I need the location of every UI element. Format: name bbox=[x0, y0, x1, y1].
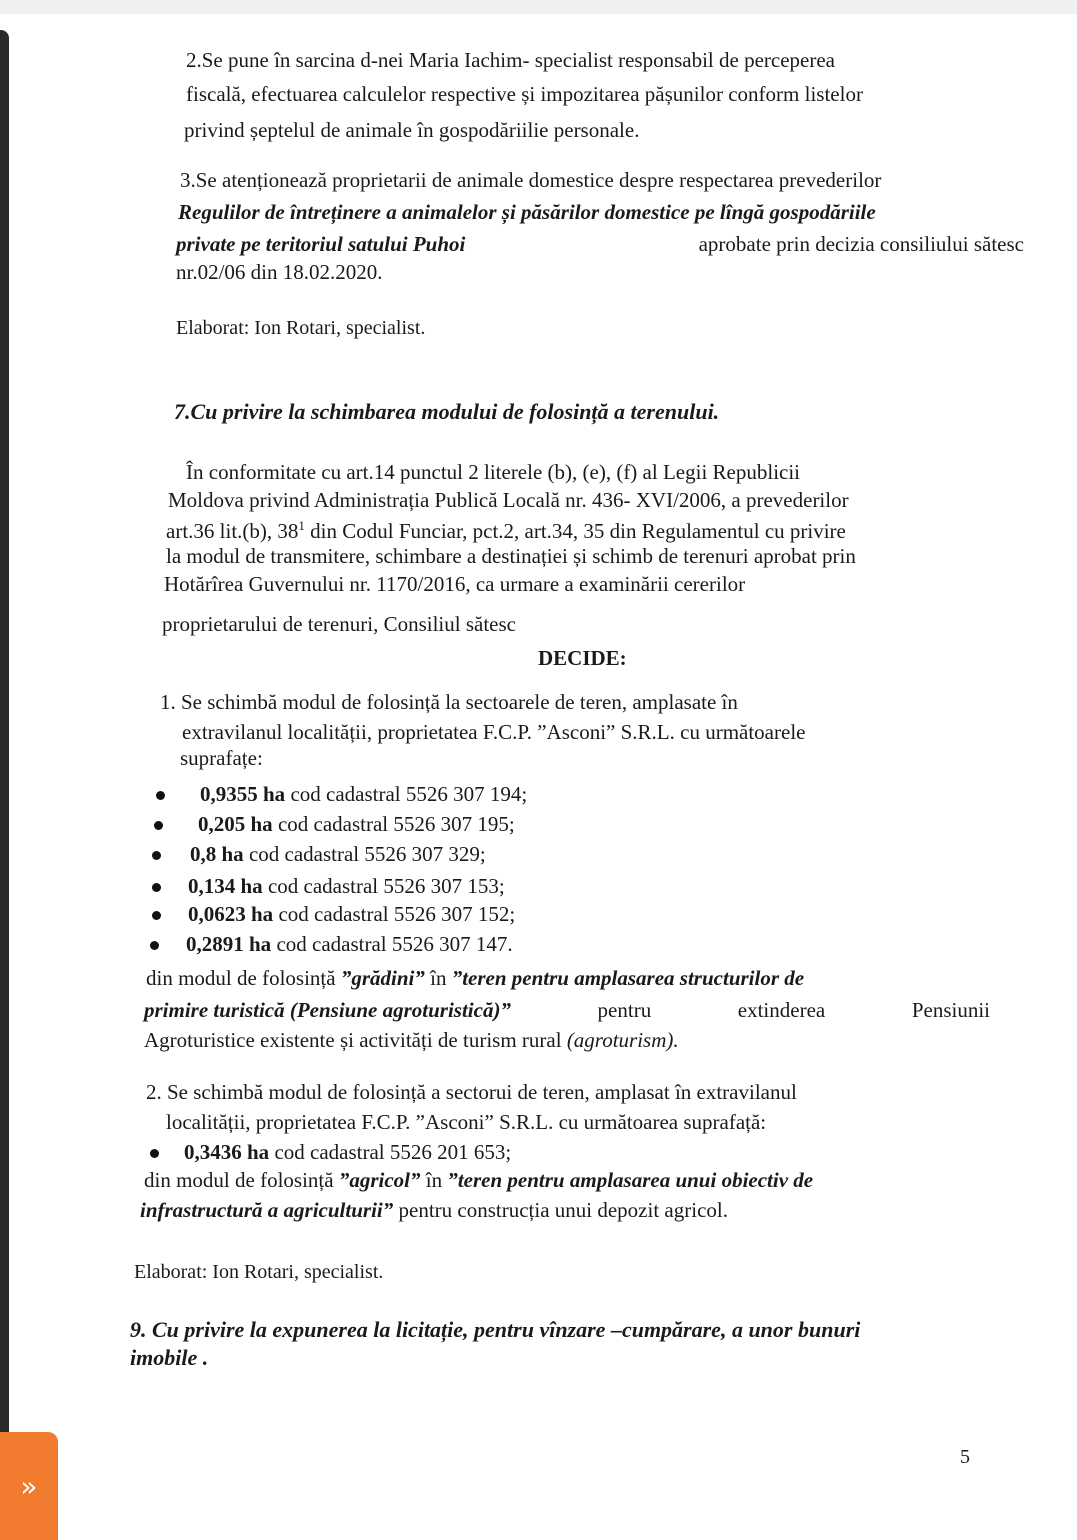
double-chevron-right-icon: » bbox=[20, 1469, 38, 1503]
after1-line1 bbox=[146, 966, 804, 990]
section-9-line2: imobile . bbox=[130, 1345, 209, 1370]
bullet-icon bbox=[156, 791, 165, 800]
after2-l1b: ”agricol” bbox=[338, 1168, 421, 1192]
parcel-cadastral: cod cadastral 5526 307 195; bbox=[272, 812, 515, 836]
intro-line3-sup: 1 bbox=[298, 518, 305, 533]
expand-button[interactable] bbox=[0, 1432, 58, 1540]
item1-line1: 1. Se schimbă modul de folosință la sectoarele de teren, amplasate în bbox=[160, 690, 738, 714]
after1-l2a: primire turistică (Pensiune agroturistică)” bbox=[144, 998, 511, 1022]
section-9-line1: 9. Cu privire la expunerea la licitație, pentru vînzare –cumpărare, a unor bunuri bbox=[130, 1317, 861, 1342]
parcel-item bbox=[186, 932, 513, 956]
parcel-area: 0,205 ha bbox=[198, 812, 273, 836]
parcel-area: 0,8 ha bbox=[190, 842, 244, 866]
after1-l2d: Pensiunii bbox=[911, 998, 990, 1022]
parcel-item bbox=[190, 842, 486, 866]
after2-l1c: în bbox=[420, 1168, 448, 1192]
after1-l1c: în bbox=[424, 966, 452, 990]
parcel-area: 0,0623 ha bbox=[188, 902, 274, 926]
intro-line4: la modul de transmitere, schimbare a destinației și schimb de terenuri aprobat prin bbox=[166, 544, 856, 568]
bullet-icon bbox=[152, 883, 161, 892]
parcel-cadastral: cod cadastral 5526 307 329; bbox=[243, 842, 486, 866]
item2-line1: 2. Se schimbă modul de folosință a sectorui de teren, amplasat în extravilanul bbox=[146, 1080, 797, 1104]
intro-line3-a: art.36 lit.(b), 38 bbox=[166, 519, 299, 543]
parcel-cadastral: cod cadastral 5526 307 147. bbox=[271, 932, 513, 956]
after1-l1d: ”teren pentru amplasarea structurilor de bbox=[451, 966, 805, 990]
p3-line4: nr.02/06 din 18.02.2020. bbox=[176, 260, 383, 284]
parcel-item bbox=[198, 812, 515, 836]
parcel-cadastral: cod cadastral 5526 307 152; bbox=[273, 902, 516, 926]
after1-l1a: din modul de folosință bbox=[146, 966, 341, 990]
intro-line2: Moldova privind Administrația Publică Locală nr. 436- XVI/2006, a prevederilor bbox=[168, 488, 849, 512]
after2-l2a: infrastructură a agriculturii” bbox=[140, 1198, 394, 1222]
after2-l1d: ”teren pentru amplasarea unui obiectiv de bbox=[447, 1168, 814, 1192]
p2-line2: fiscală, efectuarea calculelor respective și impozitarea pășunilor conform listelor bbox=[186, 82, 863, 106]
section-7-title: 7.Cu privire la schimbarea modului de folosință a terenului. bbox=[174, 399, 720, 424]
intro-line1: În conformitate cu art.14 punctul 2 literele (b), (e), (f) al Legii Republicii bbox=[186, 460, 801, 484]
after2-line2 bbox=[140, 1198, 728, 1222]
parcel-area: 0,9355 ha bbox=[200, 782, 286, 806]
page-number: 5 bbox=[960, 1446, 970, 1468]
parcel-cadastral: cod cadastral 5526 307 194; bbox=[285, 782, 528, 806]
after1-l3a: Agroturistice existente și activități de turism rural bbox=[144, 1028, 567, 1052]
elaborat-1: Elaborat: Ion Rotari, specialist. bbox=[176, 317, 426, 339]
intro-line5 bbox=[164, 572, 1010, 596]
parcel-item bbox=[188, 874, 505, 898]
item1-line2: extravilanul localității, proprietatea F.C.P. ”Asconi” S.R.L. cu următoarele bbox=[182, 720, 806, 744]
p2-line3: privind șeptelul de animale în gospodăriilie personale. bbox=[184, 118, 640, 142]
bullet-icon bbox=[150, 1149, 159, 1158]
parcel-item bbox=[184, 1140, 511, 1164]
p3-line3-rest: aprobate prin decizia consiliului sătesc bbox=[698, 232, 1024, 256]
after2-l2b: pentru construcția unui depozit agricol. bbox=[393, 1198, 728, 1222]
after1-line2 bbox=[144, 998, 990, 1022]
intro-line3 bbox=[166, 514, 846, 543]
after1-l3b: (agroturism). bbox=[566, 1028, 679, 1052]
bullet-icon bbox=[154, 821, 163, 830]
parcel-area: 0,2891 ha bbox=[186, 932, 272, 956]
intro-line3-b: din Codul Funciar, pct.2, art.34, 35 din Regulamentul cu privire bbox=[304, 519, 846, 543]
after1-l2b: pentru bbox=[597, 998, 652, 1022]
p3-line3-italic: private pe teritoriul satului Puhoi bbox=[176, 232, 466, 256]
item2-line2: localității, proprietatea F.C.P. ”Asconi” S.R.L. cu următoarea suprafață: bbox=[166, 1110, 767, 1134]
elaborat-2: Elaborat: Ion Rotari, specialist. bbox=[134, 1261, 384, 1283]
parcel-area: 0,3436 ha bbox=[184, 1140, 270, 1164]
parcel-item bbox=[200, 782, 527, 806]
bullet-icon bbox=[152, 851, 161, 860]
intro-line6: proprietarului de terenuri, Consiliul sătesc bbox=[162, 612, 516, 636]
after1-l2c: extinderea bbox=[737, 998, 826, 1022]
p3-line2: Regulilor de întreținere a animalelor și păsărilor domestice pe lîngă gospodăriile bbox=[178, 200, 876, 224]
p2-line1: 2.Se pune în sarcina d-nei Maria Iachim- specialist responsabil de perceperea bbox=[186, 48, 835, 72]
after2-line1 bbox=[144, 1168, 813, 1192]
item1-line3: suprafațe: bbox=[180, 746, 263, 770]
intro-line5-text: Hotărîrea Guvernului nr. 1170/2016, ca urmare a examinării cererilor bbox=[164, 572, 746, 596]
parcel-area: 0,134 ha bbox=[188, 874, 263, 898]
parcel-item bbox=[188, 902, 515, 926]
after2-l1a: din modul de folosință bbox=[144, 1168, 339, 1192]
bullet-icon bbox=[152, 911, 161, 920]
p3-line3 bbox=[176, 232, 1024, 256]
p3-line1: 3.Se atenționează proprietarii de animale domestice despre respectarea prevederilor bbox=[180, 168, 882, 192]
parcel-cadastral: cod cadastral 5526 307 153; bbox=[262, 874, 505, 898]
after1-line3 bbox=[144, 1028, 679, 1052]
after1-l1b: ”grădini” bbox=[340, 966, 425, 990]
bullet-icon bbox=[150, 941, 159, 950]
decide-heading: DECIDE: bbox=[538, 646, 627, 670]
parcel-cadastral: cod cadastral 5526 201 653; bbox=[269, 1140, 512, 1164]
